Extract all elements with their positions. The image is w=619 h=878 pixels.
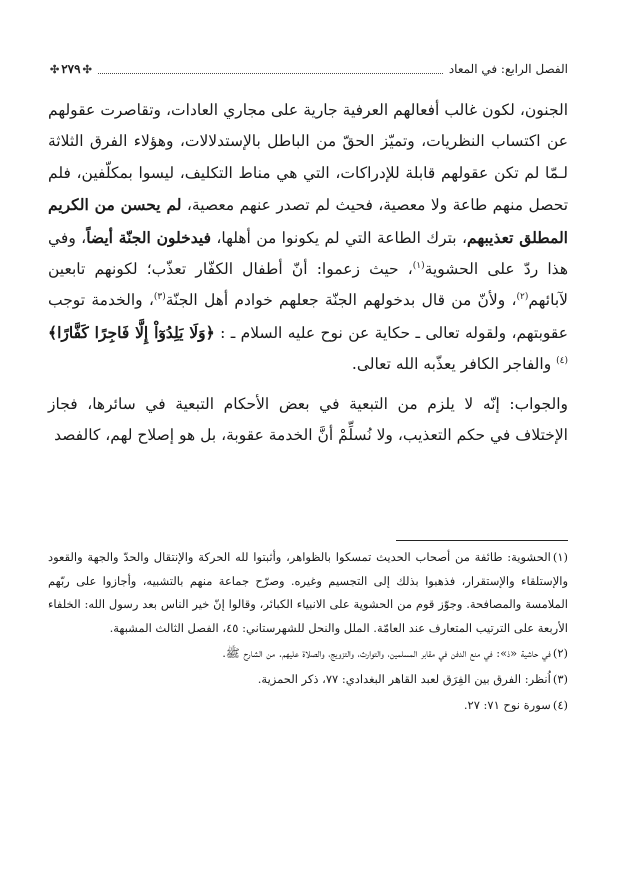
- paragraph: [48, 95, 568, 381]
- text-run: الجنون، لكون غالب أفعالهم العرفية جارية على مجاري العادات، وتقاصرت عقولهم عن اكتساب النظريات، وتميّز الحقّ من الباطل بالإستدلالات، وهؤلاء الفرق الثلاثة لـمّا لم تكن عقولهم قابلة للإدراكات، التي هي مناط التكليف، ليسوا بمكلّفين، فلم تحصل منهم طاعة ولا معصية، فحيث لم تصدر عنهم معصية،: [48, 101, 569, 215]
- text-run: ، حيث زعموا: أنّ أطفال الكفّار تعذّب؛ لكونهم تابعين لآبائهم: [48, 260, 568, 310]
- page-number: [48, 62, 96, 76]
- bold-phrase: لم يحسن من الكريم المطلق تعذيبهم: [48, 195, 568, 247]
- footnote: [48, 668, 568, 692]
- footnote-text: في حاشية «ذ»: في منع الدفن في مقابر المسلمين، والتوارث، والتزويج، والصلاة عليهم. من الشارح ﷺ.: [222, 646, 551, 661]
- bold-phrase: فيدخلون الجنّة أيضاً: [86, 227, 211, 247]
- page-number-value: ٢٧٩: [61, 62, 81, 76]
- footnote-ref[interactable]: (١): [412, 260, 425, 271]
- footnote-number: (٢): [552, 646, 568, 661]
- footnote-ref[interactable]: (٤): [556, 356, 568, 367]
- text-run: ، بترك الطاعة التي لم يكونوا من أهلها،: [210, 228, 467, 247]
- text-run: ، والخدمة توجب عقوبتهم، ولقوله تعالى ـ حكاية عن نوح عليه السلام ـ :: [48, 291, 568, 342]
- paragraph: والجواب: إنّه لا يلزم من التبعية في بعض الأحكام التبعية في سائرها، فجاز الإختلاف في حكم التعذيب، ولا نُسلِّمْ أنَّ الخدمة عقوبة، بل هو إصلاح لهم، كالفصد: [48, 394, 568, 445]
- footnote-text: اُنظر: الفرق بين الفِرَق لعبد القاهر البغدادي: ٧٧، ذكر الحمزية.: [257, 671, 551, 686]
- text-run: ، ولأنّ من قال بدخولهم الجنّة جعلهم خوادم أهل الجنّة: [165, 291, 517, 310]
- chapter-title: الفصل الرابع: في المعاد: [448, 62, 568, 76]
- footnote-number: (٣): [552, 671, 568, 686]
- footnote-ref[interactable]: (٢): [516, 292, 529, 303]
- ornament-icon: ✣: [50, 63, 60, 76]
- footnote-number: (١): [552, 550, 568, 564]
- text-run: ، وفي هذا ردّ على الحشوية: [48, 228, 568, 279]
- footnote: [48, 546, 568, 640]
- footnote-ref[interactable]: (٣): [153, 292, 166, 303]
- document-page: [48, 0, 568, 878]
- footnote-text: سورة نوح ٧١: ٢٧.: [463, 697, 551, 712]
- footnote-separator: [396, 540, 568, 541]
- header-leader-dots: [98, 73, 443, 74]
- footnote: [48, 694, 568, 718]
- footnotes: [48, 546, 568, 719]
- footnote: [48, 642, 568, 666]
- footnote-number: (٤): [552, 697, 568, 712]
- running-header: [48, 58, 568, 80]
- ornament-icon: ✣: [82, 63, 92, 76]
- footnote-text: الحشوية: طائفة من أصحاب الحديث تمسكوا بالظواهر، وأثبتوا لله الحركة والإنتقال والحدّ والجهة والقعود والإستلقاء والإستقرار، فذهبوا بذلك إلى التجسيم وغيره. وصرّح جماعة منهم بالتشبيه، وأجازوا على ربّهم الملامسة والمصافحة. وجوّز قوم من الحشوية على الانبياء الكبائر، وقالوا إنّ خير الناس بعد رسول الله: الخلفاء الأربعة على الترتيب المتعارف عند العامّة. الملل والنحل للشهرستاني: ٤٥، الفصل الثالث المشبهة.: [48, 550, 568, 635]
- text-run: والفاجر الكافر يعذّبه الله تعالى.: [351, 355, 557, 374]
- main-text: [48, 95, 568, 451]
- quran-verse: ﴿وَلَا يَلِدُوٓاْ إِلَّا فَاجِرًا كَفَّارًا﴾: [48, 322, 215, 342]
